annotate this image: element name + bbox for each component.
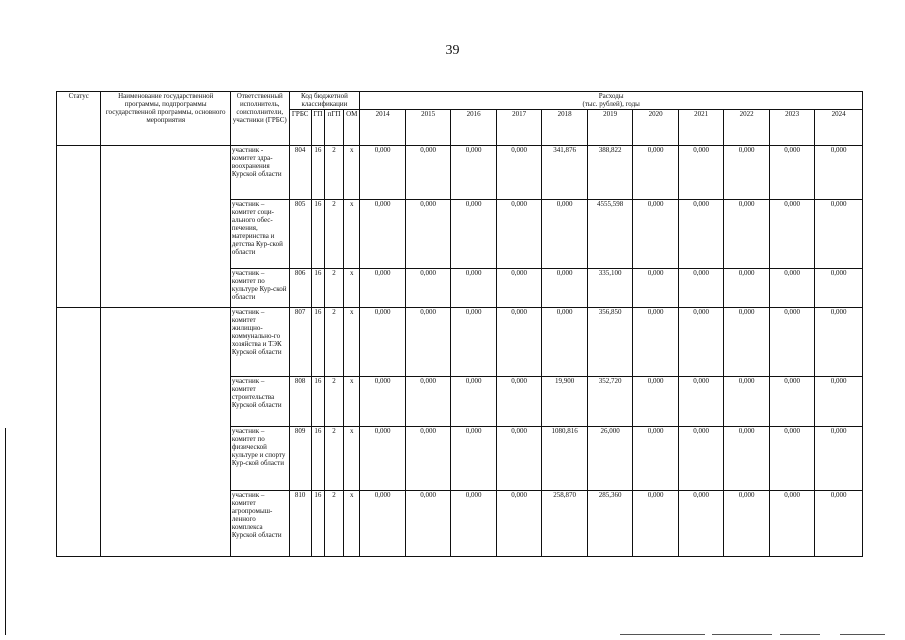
status-cell: [57, 146, 101, 308]
expense-value-2016: 0,000: [451, 491, 497, 557]
expense-value-2023: 0,000: [769, 146, 815, 200]
header-year-5: 2019: [587, 110, 633, 146]
expense-value-2018: 0,000: [542, 308, 588, 377]
expense-value-2014: 0,000: [360, 427, 406, 491]
expense-value-2020: 0,000: [633, 308, 679, 377]
program-name-cell: [101, 146, 230, 308]
pgp-cell: 2: [324, 269, 343, 308]
grbs-cell: 806: [289, 269, 311, 308]
expense-value-2019: 352,720: [587, 377, 633, 427]
header-responsible: Ответственный исполнитель, соисполнители, участники (ГРБС): [230, 92, 289, 146]
expense-value-2019: 285,360: [587, 491, 633, 557]
expense-value-2015: 0,000: [405, 200, 451, 269]
expense-value-2022: 0,000: [724, 308, 770, 377]
expense-value-2024: 0,000: [815, 269, 863, 308]
expense-value-2020: 0,000: [633, 146, 679, 200]
expense-value-2015: 0,000: [405, 491, 451, 557]
expense-value-2019: 4555,598: [587, 200, 633, 269]
expense-value-2024: 0,000: [815, 308, 863, 377]
header-expenses-unit: (тыс. рублей), годы: [582, 100, 640, 108]
header-year-3: 2017: [496, 110, 542, 146]
header-year-10: 2024: [815, 110, 863, 146]
expense-value-2024: 0,000: [815, 491, 863, 557]
expense-value-2016: 0,000: [451, 146, 497, 200]
expense-value-2022: 0,000: [724, 491, 770, 557]
header-status: Статус: [57, 92, 101, 146]
grbs-cell: 805: [289, 200, 311, 269]
om-cell: х: [344, 308, 360, 377]
expense-value-2021: 0,000: [678, 491, 724, 557]
executor-cell: участник – комитет жилищно-коммунально-го хозяйства и ТЭК Курской области: [230, 308, 289, 377]
pgp-cell: 2: [324, 491, 343, 557]
expense-value-2018: 258,870: [542, 491, 588, 557]
expense-value-2018: 0,000: [542, 200, 588, 269]
status-cell: [57, 308, 101, 557]
expense-value-2014: 0,000: [360, 308, 406, 377]
header-year-6: 2020: [633, 110, 679, 146]
page-number: 39: [445, 43, 460, 58]
om-cell: х: [344, 427, 360, 491]
bottom-rule-segment: [780, 634, 820, 635]
expense-value-2014: 0,000: [360, 377, 406, 427]
expense-value-2023: 0,000: [769, 269, 815, 308]
grbs-cell: 809: [289, 427, 311, 491]
gp-cell: 16: [311, 200, 324, 269]
expense-value-2023: 0,000: [769, 308, 815, 377]
header-code-1: ГП: [311, 110, 324, 146]
expense-value-2021: 0,000: [678, 308, 724, 377]
expense-value-2023: 0,000: [769, 200, 815, 269]
expense-value-2019: 26,000: [587, 427, 633, 491]
expense-value-2020: 0,000: [633, 269, 679, 308]
expense-value-2014: 0,000: [360, 269, 406, 308]
table-row: [57, 308, 863, 377]
gp-cell: 16: [311, 427, 324, 491]
pgp-cell: 2: [324, 200, 343, 269]
expense-value-2015: 0,000: [405, 308, 451, 377]
expense-value-2016: 0,000: [451, 200, 497, 269]
expense-value-2016: 0,000: [451, 377, 497, 427]
header-year-0: 2014: [360, 110, 406, 146]
expense-value-2020: 0,000: [633, 200, 679, 269]
expense-value-2022: 0,000: [724, 200, 770, 269]
pgp-cell: 2: [324, 377, 343, 427]
budget-table: [56, 91, 863, 557]
gp-cell: 16: [311, 491, 324, 557]
program-name-cell: [101, 308, 230, 557]
executor-cell: участник – комитет по культуре Кур-ской области: [230, 269, 289, 308]
expense-value-2014: 0,000: [360, 146, 406, 200]
bottom-rule-segment: [840, 634, 885, 635]
expense-value-2021: 0,000: [678, 146, 724, 200]
expense-value-2014: 0,000: [360, 491, 406, 557]
expense-value-2022: 0,000: [724, 377, 770, 427]
expense-value-2017: 0,000: [496, 308, 542, 377]
header-code-2: пГП: [324, 110, 343, 146]
expense-value-2019: 356,850: [587, 308, 633, 377]
expense-value-2015: 0,000: [405, 146, 451, 200]
expense-value-2022: 0,000: [724, 269, 770, 308]
expense-value-2022: 0,000: [724, 146, 770, 200]
header-program-name: Наименование государственной программы, подпрограммы государственной программы, основного мероприятия: [101, 92, 230, 146]
header-code-group: Код бюджетной классификации: [289, 92, 360, 110]
expense-value-2016: 0,000: [451, 269, 497, 308]
executor-cell: участник - комитет здра-воохранения Курской области: [230, 146, 289, 200]
expense-value-2016: 0,000: [451, 308, 497, 377]
expense-value-2017: 0,000: [496, 146, 542, 200]
header-year-7: 2021: [678, 110, 724, 146]
expense-value-2020: 0,000: [633, 491, 679, 557]
header-year-8: 2022: [724, 110, 770, 146]
expense-value-2017: 0,000: [496, 200, 542, 269]
expense-value-2017: 0,000: [496, 377, 542, 427]
header-code-0: ГРБС: [289, 110, 311, 146]
executor-cell: участник – комитет агропромыш-ленного комплекса Курской области: [230, 491, 289, 557]
expense-value-2023: 0,000: [769, 427, 815, 491]
expense-value-2024: 0,000: [815, 377, 863, 427]
expense-value-2021: 0,000: [678, 200, 724, 269]
expense-value-2022: 0,000: [724, 427, 770, 491]
expense-value-2024: 0,000: [815, 146, 863, 200]
grbs-cell: 807: [289, 308, 311, 377]
expense-value-2020: 0,000: [633, 427, 679, 491]
grbs-cell: 810: [289, 491, 311, 557]
executor-cell: участник – комитет соци-ального обес-печения, материнства и детства Кур-ской области: [230, 200, 289, 269]
expense-value-2020: 0,000: [633, 377, 679, 427]
table-row: [57, 146, 863, 200]
grbs-cell: 804: [289, 146, 311, 200]
expense-value-2017: 0,000: [496, 269, 542, 308]
executor-cell: участник – комитет строительства Курской области: [230, 377, 289, 427]
header-year-1: 2015: [405, 110, 451, 146]
header-expenses-title: Расходы: [598, 92, 624, 100]
expense-value-2023: 0,000: [769, 491, 815, 557]
expense-value-2014: 0,000: [360, 200, 406, 269]
header-expenses-group: [360, 92, 863, 110]
expense-value-2019: 388,822: [587, 146, 633, 200]
expense-value-2019: 335,100: [587, 269, 633, 308]
gp-cell: 16: [311, 308, 324, 377]
pgp-cell: 2: [324, 146, 343, 200]
left-margin-mark: [5, 428, 6, 635]
header-code-3: ОМ: [344, 110, 360, 146]
expense-value-2021: 0,000: [678, 377, 724, 427]
om-cell: х: [344, 377, 360, 427]
expense-value-2024: 0,000: [815, 427, 863, 491]
gp-cell: 16: [311, 377, 324, 427]
expense-value-2017: 0,000: [496, 491, 542, 557]
expense-value-2017: 0,000: [496, 427, 542, 491]
gp-cell: 16: [311, 269, 324, 308]
expense-value-2015: 0,000: [405, 427, 451, 491]
executor-cell: участник – комитет по физической культуре и спорту Кур-ской области: [230, 427, 289, 491]
expense-value-2015: 0,000: [405, 269, 451, 308]
expense-value-2018: 341,876: [542, 146, 588, 200]
expense-value-2015: 0,000: [405, 377, 451, 427]
om-cell: х: [344, 146, 360, 200]
pgp-cell: 2: [324, 308, 343, 377]
header-year-2: 2016: [451, 110, 497, 146]
bottom-rule-segment: [712, 634, 772, 635]
expense-value-2016: 0,000: [451, 427, 497, 491]
header-year-9: 2023: [769, 110, 815, 146]
expense-value-2018: 19,900: [542, 377, 588, 427]
gp-cell: 16: [311, 146, 324, 200]
bottom-rule-segment: [620, 634, 705, 635]
expense-value-2018: 1080,816: [542, 427, 588, 491]
expense-value-2024: 0,000: [815, 200, 863, 269]
expense-value-2023: 0,000: [769, 377, 815, 427]
grbs-cell: 808: [289, 377, 311, 427]
pgp-cell: 2: [324, 427, 343, 491]
expense-value-2021: 0,000: [678, 269, 724, 308]
expense-value-2021: 0,000: [678, 427, 724, 491]
expense-value-2018: 0,000: [542, 269, 588, 308]
om-cell: х: [344, 200, 360, 269]
header-year-4: 2018: [542, 110, 588, 146]
om-cell: х: [344, 269, 360, 308]
om-cell: х: [344, 491, 360, 557]
